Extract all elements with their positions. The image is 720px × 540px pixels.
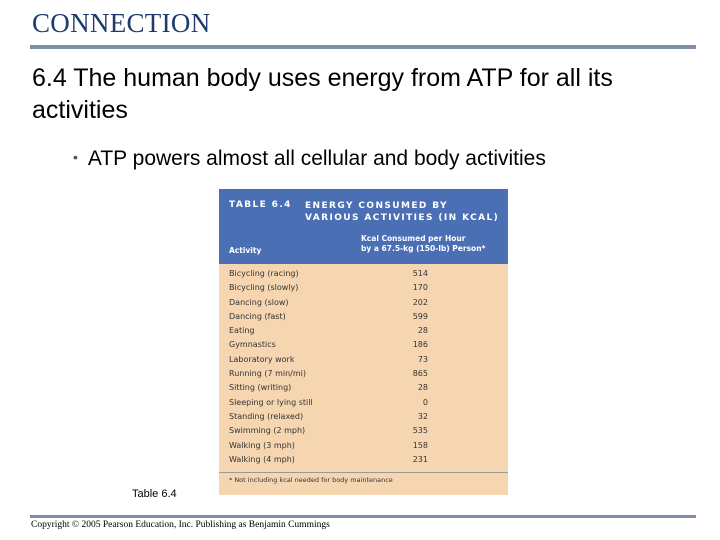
activity-cell: Dancing (fast)	[229, 311, 286, 321]
table-row	[219, 354, 508, 368]
kcal-cell: 186	[412, 340, 428, 350]
activity-cell: Sitting (writing)	[229, 383, 292, 393]
column-header-kcal	[361, 234, 485, 254]
table-row	[219, 425, 508, 439]
activity-cell: Sleeping or lying still	[229, 397, 313, 407]
bottom-divider	[30, 515, 696, 518]
kcal-cell: 0	[422, 397, 428, 407]
activity-cell: Walking (4 mph)	[229, 454, 295, 464]
table-caption: ENERGY CONSUMED BY VARIOUS ACTIVITIES (IN KCAL)	[305, 201, 500, 223]
table-row	[219, 282, 508, 296]
activity-cell: Walking (3 mph)	[229, 440, 295, 450]
table-row	[219, 325, 508, 339]
table-body	[219, 268, 508, 468]
table-row	[219, 440, 508, 454]
table-row	[219, 339, 508, 353]
activity-cell: Gymnastics	[229, 340, 276, 350]
activity-cell: Swimming (2 mph)	[229, 426, 306, 436]
bullet-text: ATP powers almost all cellular and body activities	[87, 147, 546, 170]
kcal-cell: 535	[412, 426, 428, 436]
energy-table	[219, 189, 508, 495]
kcal-cell: 158	[412, 440, 428, 450]
table-footer-divider	[219, 472, 508, 473]
table-row	[219, 368, 508, 382]
slide-title: 6.4 The human body uses energy from ATP for all its activities	[32, 64, 613, 124]
top-divider	[30, 45, 696, 49]
activity-cell: Dancing (slow)	[229, 297, 289, 307]
table-row	[219, 268, 508, 282]
activity-cell: Standing (relaxed)	[229, 411, 304, 421]
table-label: TABLE 6.4	[229, 200, 292, 210]
kcal-cell: 202	[412, 297, 428, 307]
activity-cell: Bicycling (slowly)	[229, 283, 299, 293]
table-row	[219, 454, 508, 468]
table-row	[219, 382, 508, 396]
activity-cell: Bicycling (racing)	[229, 269, 299, 278]
bullet-icon: •	[73, 149, 78, 165]
table-row	[219, 411, 508, 425]
column-header-kcal-line1: Kcal Consumed per Hour	[361, 234, 466, 243]
figure-caption: Table 6.4	[132, 488, 177, 500]
table-row	[219, 297, 508, 311]
activity-cell: Laboratory work	[229, 354, 295, 364]
activity-cell: Eating	[229, 326, 255, 336]
kcal-cell: 32	[417, 411, 428, 421]
kcal-cell: 599	[412, 311, 428, 321]
kcal-cell: 28	[417, 326, 428, 336]
table-footnote: * Not including kcal needed for body maintenance	[229, 476, 393, 484]
column-header-kcal-line2: by a 67.5-kg (150-lb) Person*	[361, 244, 486, 253]
table-header	[219, 189, 508, 264]
copyright-text: Copyright © 2005 Pearson Education, Inc. Publishing as Benjamin Cummings	[31, 520, 330, 530]
table-row	[219, 397, 508, 411]
kcal-cell: 514	[412, 269, 428, 278]
slide-header: CONNECTION	[32, 8, 211, 38]
kcal-cell: 231	[412, 454, 428, 464]
column-header-activity: Activity	[229, 246, 262, 255]
bullet-point	[73, 147, 546, 171]
kcal-cell: 865	[412, 369, 428, 379]
kcal-cell: 170	[412, 283, 428, 293]
activity-cell: Running (7 min/mi)	[229, 369, 306, 379]
kcal-cell: 73	[417, 354, 428, 364]
kcal-cell: 28	[417, 383, 428, 393]
table-row	[219, 311, 508, 325]
